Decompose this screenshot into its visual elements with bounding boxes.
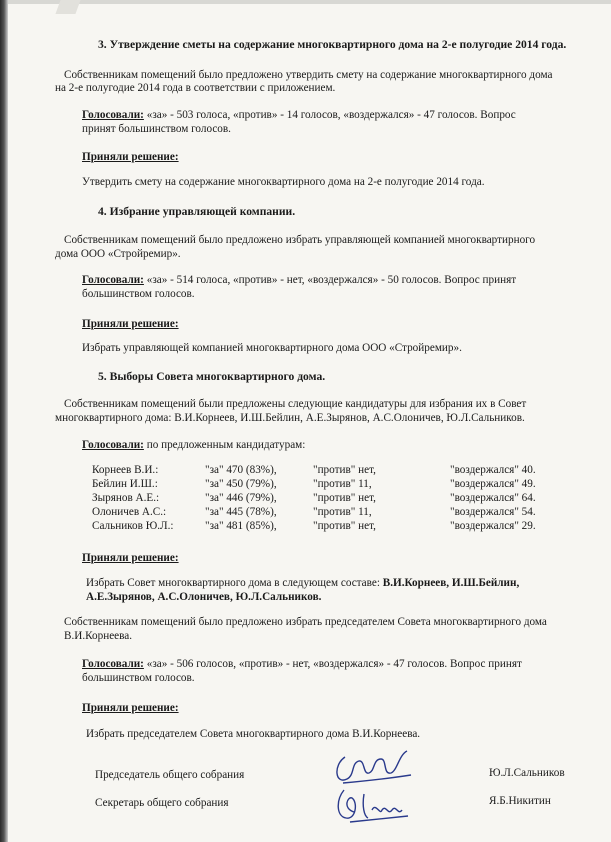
vote-label: Голосовали: xyxy=(82,274,144,286)
candidate-protiv: "против" нет, xyxy=(313,520,376,532)
section-5-vote2 xyxy=(82,657,522,671)
section-5-vote xyxy=(82,438,305,452)
vote-text: «за» - 503 голоса, «против» - 14 голосов, «воздержался» - 47 голосов. Вопрос xyxy=(143,109,516,121)
candidate-za: "за" 445 (78%), xyxy=(205,506,277,518)
section-4-para-line2: дома ООО «Стройремир». xyxy=(55,248,181,260)
vote-label: Голосовали: xyxy=(82,658,144,670)
candidate-vozd: "воздержался" 49. xyxy=(450,478,536,490)
section-5-decision-line2: А.Е.Зырянов, А.С.Олоничев, Ю.Л.Сальников. xyxy=(86,591,322,603)
candidate-za: "за" 450 (79%), xyxy=(205,478,277,490)
section-3-para-line2: на 2-е полугодие 2014 года в соответствии с приложением. xyxy=(55,82,336,94)
section-5-heading: 5. Выборы Совета многоквартирного дома. xyxy=(98,370,326,383)
section-5-para3-line1: Собственникам помещений было предложено избрать председателем Совета многоквартирного дома xyxy=(64,616,547,628)
candidate-name: Зырянов А.Е.: xyxy=(92,492,160,504)
section-5-vote2-line2: большинством голосов. xyxy=(82,672,195,684)
section-3-decision-label: Приняли решение: xyxy=(82,151,179,163)
vote-text: «за» - 514 голоса, «против» - нет, «воздержался» - 50 голосов. Вопрос принят xyxy=(143,274,517,286)
section-5-para-line2: многоквартирного дома: В.И.Корнеев, И.Ш.Бейлин, А.Е.Зырянов, А.С.Олоничев, Ю.Л.Сальников. xyxy=(55,412,525,424)
candidate-vozd: "воздержался" 40. xyxy=(450,464,536,476)
candidate-za: "за" 446 (79%), xyxy=(205,492,277,504)
candidate-protiv: "против" 11, xyxy=(313,478,372,490)
vote-text: по предложенным кандидатурам: xyxy=(143,439,306,451)
section-3-heading: 3. Утверждение сметы на содержание многоквартирного дома на 2-е полугодие 2014 года. xyxy=(98,38,567,51)
section-4-decision-text: Избрать управляющей компанией многоквартирного дома ООО «Стройремир». xyxy=(82,342,462,354)
candidate-name: Сальников Ю.Л.: xyxy=(92,520,174,532)
vote-label: Голосовали: xyxy=(82,109,144,121)
chair-name: Ю.Л.Сальников xyxy=(489,767,565,779)
section-4-para-line1: Собственникам помещений было предложено избрать управляющей компанией многоквартирного xyxy=(64,234,536,246)
section-5-decision-line1 xyxy=(86,576,519,590)
vote-text: «за» - 506 голосов, «против» - нет, «воздержался» - 47 голосов. Вопрос принят xyxy=(143,658,522,670)
candidate-vozd: "воздержался" 29. xyxy=(450,520,536,532)
candidate-za: "за" 470 (83%), xyxy=(205,464,277,476)
chair-label: Председатель общего собрания xyxy=(95,769,245,781)
vote-label: Голосовали: xyxy=(82,439,144,451)
section-3-vote-line2: принят большинством голосов. xyxy=(82,123,231,135)
section-4-decision-label: Приняли решение: xyxy=(82,318,179,330)
section-3-decision-text: Утвердить смету на содержание многоквартирного дома на 2-е полугодие 2014 года. xyxy=(82,176,485,188)
candidate-name: Корнеев В.И.: xyxy=(92,464,159,476)
candidate-protiv: "против" нет, xyxy=(313,492,376,504)
section-3-para-line1: Собственникам помещений было предложено утвердить смету на содержание многоквартирного дома xyxy=(64,69,553,81)
section-4-vote xyxy=(82,273,516,287)
decision-text: Избрать Совет многоквартирного дома в следующем составе: xyxy=(86,577,383,589)
section-5-decision2-text: Избрать председателем Совета многоквартирного дома В.И.Корнеева. xyxy=(86,728,421,740)
section-5-decision2-label: Приняли решение: xyxy=(82,702,179,714)
candidate-protiv: "против" нет, xyxy=(313,464,376,476)
section-4-vote-line2: большинством голосов. xyxy=(82,288,195,300)
secretary-label: Секретарь общего собрания xyxy=(95,797,229,809)
decision-names: В.И.Корнеев, И.Ш.Бейлин, xyxy=(382,577,520,589)
scan-edge-top xyxy=(0,0,611,4)
paper-fold xyxy=(55,0,80,14)
candidate-name: Олоничев А.С.: xyxy=(92,506,167,518)
secretary-name: Я.Б.Никитин xyxy=(489,795,551,807)
section-3-vote xyxy=(82,108,516,122)
candidate-za: "за" 481 (85%), xyxy=(205,520,277,532)
section-5-decision-label: Приняли решение: xyxy=(82,552,179,564)
scan-edge-left xyxy=(0,0,8,842)
candidate-name: Бейлин И.Ш.: xyxy=(92,478,158,490)
candidate-vozd: "воздержался" 64. xyxy=(450,492,536,504)
candidate-vozd: "воздержался" 54. xyxy=(450,506,536,518)
secretary-signature xyxy=(330,782,415,827)
section-4-heading: 4. Избрание управляющей компании. xyxy=(98,205,296,218)
section-5-para3-line2: В.И.Корнеева. xyxy=(64,630,133,642)
section-5-para-line1: Собственникам помещений были предложены следующие кандидатуры для избрания их в Совет xyxy=(64,398,527,410)
candidate-protiv: "против" 11, xyxy=(313,506,372,518)
